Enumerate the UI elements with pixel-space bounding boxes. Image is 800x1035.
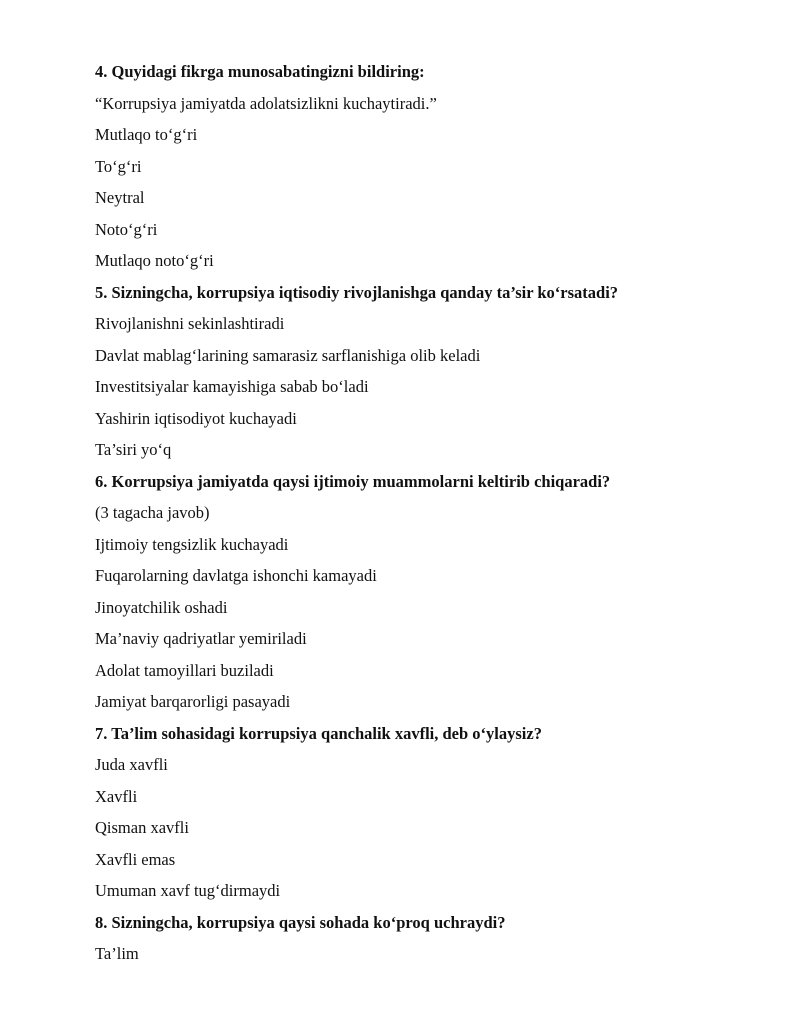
question-5-option-4: Yashirin iqtisodiyot kuchayadi	[95, 408, 297, 428]
question-6-title: 6. Korrupsiya jamiyatda qaysi ijtimoiy muammolarni keltirib chiqaradi?	[95, 471, 611, 491]
question-6-option-2: Fuqarolarning davlatga ishonchi kamayadi	[95, 566, 377, 585]
question-5-option-5: Ta’siri yo‘q	[95, 440, 172, 459]
question-7-option-1: Juda xavfli	[95, 755, 168, 774]
question-6-option-3: Jinoyatchilik oshadi	[95, 597, 228, 617]
question-7-option-4: Xavfli emas	[95, 849, 176, 869]
question-8-option-1: Ta’lim	[95, 944, 139, 963]
question-5-title: 5. Sizningcha, korrupsiya iqtisodiy rivojlanishga qanday ta’sir ko‘rsatadi?	[95, 282, 619, 302]
question-6-option-5: Adolat tamoyillari buziladi	[95, 660, 274, 680]
question-6-option-4: Ma’naviy qadriyatlar yemiriladi	[95, 629, 307, 648]
question-7-option-2: Xavfli	[95, 786, 138, 806]
question-4-option-1: Mutlaqo to‘g‘ri	[95, 125, 198, 144]
question-5-option-1: Rivojlanishni sekinlashtiradi	[95, 314, 285, 333]
question-4-option-2: To‘g‘ri	[95, 156, 142, 176]
question-4-option-5: Mutlaqo noto‘g‘ri	[95, 251, 214, 270]
question-4-option-3: Neytral	[95, 188, 145, 207]
question-5-option-2: Davlat mablag‘larining samarasiz sarflanishiga olib keladi	[95, 345, 481, 365]
question-4-title: 4. Quyidagi fikrga munosabatingizni bildiring:	[95, 62, 425, 81]
survey-content	[95, 56, 775, 970]
question-5-option-3: Investitsiyalar kamayishiga sabab bo‘ladi	[95, 377, 369, 396]
question-6-option-1: Ijtimoiy tengsizlik kuchayadi	[95, 534, 289, 554]
question-7-option-3: Qisman xavfli	[95, 818, 189, 837]
question-7-title: 7. Ta’lim sohasidagi korrupsiya qanchalik xavfli, deb o‘ylaysiz?	[95, 723, 542, 743]
question-8-title: 8. Sizningcha, korrupsiya qaysi sohada ko‘proq uchraydi?	[95, 912, 506, 932]
question-6-option-6: Jamiyat barqarorligi pasayadi	[95, 692, 291, 711]
question-4-quote: “Korrupsiya jamiyatda adolatsizlikni kuchaytiradi.”	[95, 93, 437, 113]
question-4-option-4: Noto‘g‘ri	[95, 219, 158, 239]
question-7-option-5: Umuman xavf tug‘dirmaydi	[95, 881, 281, 900]
question-6-note: (3 tagacha javob)	[95, 503, 210, 522]
